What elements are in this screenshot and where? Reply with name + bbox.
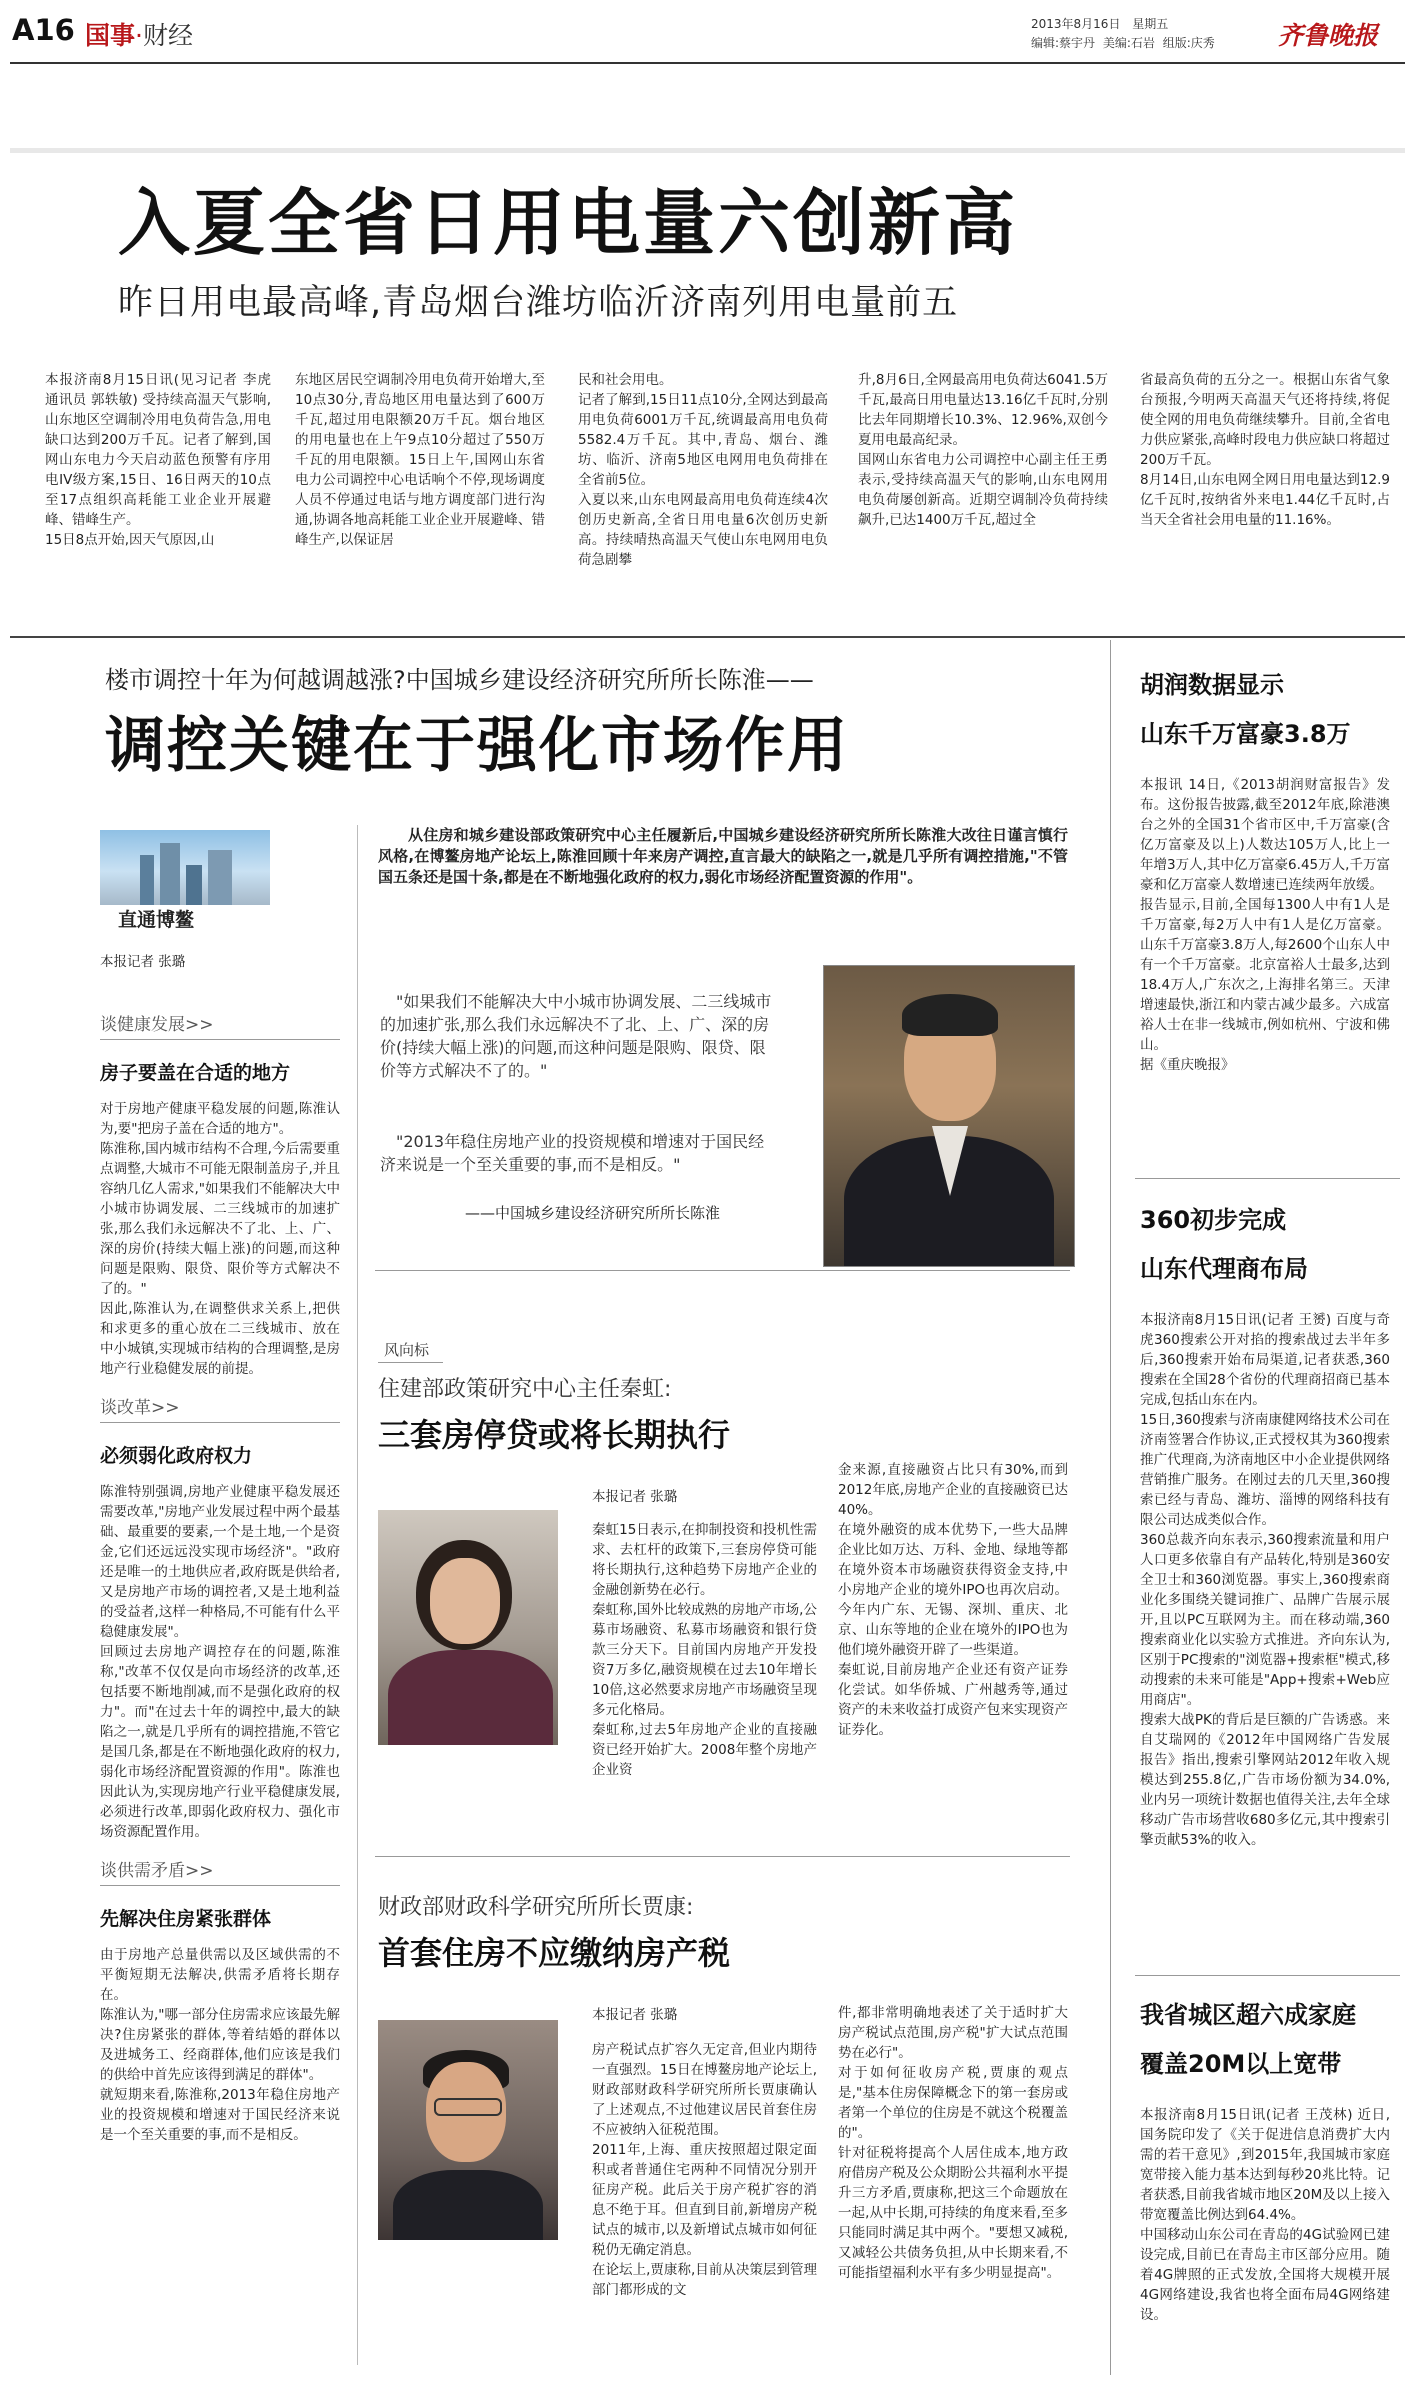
sidebar-2-title-line1: 360初步完成 (1140, 1206, 1287, 1234)
lead-column-4: 升,8月6日,全网最高用电负荷达6041.5万千瓦,最高日用电量达13.16亿千瓦时,分别比去年同期增长10.3%、12.96%,双创今夏用电最高纪录。 国网山东省电力公司调控中心副主任王勇表示,受持续高温天气的影响,山东电网用电负荷屡创新高。近期空调制冷负荷持续飙升,已达1400万千瓦,超过全 (858, 372, 1108, 528)
section-label-supply: 谈供需矛盾>> (100, 1856, 340, 1886)
date-text: 2013年8月16日 (1031, 17, 1121, 31)
section-main: 国事 (85, 21, 136, 50)
portrait-photo-chen-huai (823, 965, 1075, 1267)
photo-suit (393, 2170, 543, 2240)
weekday-text: 星期五 (1132, 17, 1169, 31)
issue-date (1031, 15, 1168, 32)
story3-column-2: 件,都非常明确地表述了关于适时扩大房产税试点范围,房产税"扩大试点范围势在必行"。 对于如何征收房产税,贾康的观点是,"基本住房保障概念下的第一套房或者第一个单位的住房是不就这个税覆盖的"。 针对征税将提高个人居住成本,地方政府借房产税及公众期盼公共福利水平提升三方矛盾,贾康称,把这三个命题放在一起,从中长期,可持续的角度来看,至多只能同时满足其中两个。"要想又减税,又减轻公共债务负担,从中长期来看,不可能指望福利水平有多少明显提高"。 (838, 2005, 1068, 2281)
skyline-illustration (140, 855, 154, 905)
lead-column-3: 民和社会用电。 记者了解到,15日11点10分,全网达到最高用电负荷6001万千瓦,统调最高用电负荷5582.4万千瓦。其中,青岛、烟台、潍坊、临沂、济南5地区电网用电负荷排在全省前5位。 入夏以来,山东电网最高用电负荷连续4次创历史新高,全省日用电量6次创历史新高。持续晴热高温天气使山东电网用电负荷急剧攀 (578, 372, 828, 568)
quote-source: ——中国城乡建设经济研究所所长陈淮 (465, 1204, 721, 1222)
story3-column-1: 房产税试点扩容久无定音,但业内期待一直强烈。15日在博鳌房地产论坛上,财政部财政科学研究所所长贾康确认了上述观点,不过他建议居民首套住房不应被纳入征税范围。 2011年,上海、重庆按照超过限定面积或者普通住宅两种不同情况分别开征房产税。此后关于房产税扩容的消息不绝于耳。但直到目前,新增房产税试点的城市,以及新增试点城市如何征税仍无确定消息。 在论坛上,贾康称,目前从决策层到管理部门都形成的文 (592, 2042, 817, 2298)
feature-left-column (100, 1010, 340, 2145)
story2-headline: 三套房停贷或将长期执行 (378, 1416, 731, 1454)
lead-headline: 入夏全省日用电量六创新高 (118, 181, 1019, 265)
section-text-supply: 由于房地产总量供需以及区域供需的不平衡短期无法解决,供需矛盾将长期存在。 陈淮认为,"哪一部分住房需求应该最先解决?住房紧张的群体,等着结婚的群体以及进城务工、经商群体,他们应该是我们的供给中首先应该得到满足的群体"。 就短期来看,陈淮称,2013年稳住房地产业的投资规模和增速对于国民经济来说是一个至关重要的事,而不是相反。 (100, 1947, 341, 2143)
story2-column-2: 金来源,直接融资占比只有30%,而到2012年底,房地产企业的直接融资已达40%。 在境外融资的成本优势下,一些大品牌企业比如万达、万科、金地、绿地等都在境外资本市场融资获得资金支持,中小房地产企业的境外IPO也再次启动。今年内广东、无锡、深圳、重庆、北京、山东等地的企业在境外的IPO也为他们境外融资开辟了一些渠道。 秦虹说,目前房地产企业还有资产证券化尝试。如华侨城、广州越秀等,通过资产的未来收益打成资产包来实现资产证券化。 (838, 1462, 1068, 1738)
skyline-building (186, 865, 202, 905)
section-title-health: 房子要盖在合适的地方 (100, 1062, 291, 1084)
feature-column-divider (357, 825, 358, 2365)
sidebar-3-title-line2: 覆盖20M以上宽带 (1140, 2050, 1342, 2078)
header-divider (10, 62, 1405, 64)
sidebar-story-3 (1140, 1995, 1390, 2325)
newspaper-logo: 齐鲁晚报 (1278, 21, 1379, 50)
lead-column-2: 东地区居民空调制冷用电负荷开始增大,至10点30分,青岛地区用电量达到了600万千瓦,超过用电限额20万千瓦。烟台地区的用电量也在上午9点10分超过了550万千瓦的用电限额。15日上午,国网山东省电力公司调控中心电话响个不停,现场调度人员不停通过电话与地方调度部门进行沟通,协调各地高耗能工业企业开展避峰、错峰生产,以保证居 (295, 372, 545, 548)
sidebar-2-text: 本报济南8月15日讯(记者 王赟) 百度与奇虎360搜索公开对掐的搜索战过去半年多后,360搜索开始布局渠道,记者获悉,360搜索在全国28个省份的代理商招商已基本完成,包括山东在内。 15日,360搜索与济南康健网络技术公司在济南签署合作协议,正式授权其为360搜索推广代理商,为济南地区中小企业提供网络营销推广服务。在刚过去的几天里,360搜索已经与青岛、潍坊、淄博的网络科技有限公司达成类似合作。 360总裁齐向东表示,360搜索流量和用户人口更多依靠自有产品转化,特别是360安全卫士和360浏览器。事实上,360搜索商业化多围绕关键词推广、品牌广告展示展开,且以PC互联网为主。而在移动端,360搜索商业化以实验方式推进。齐向东认为,区别于PC搜索的"浏览器+搜索框"模式,移动搜索的未来可能是"App+搜索+Web应用商店"。 搜索大战PK的背后是巨额的广告诱惑。来自艾瑞网的《2012年中国网络广告发展报告》指出,搜索引擎网站2012年收入规模达到255.8亿,广告市场份额为34.0%,业内另一项统计数据也值得关注,去年全球移动广告市场营收680多亿元,其中搜索引擎贡献53%的收入。 (1140, 1312, 1390, 1848)
sidebar-1-title-line1: 胡润数据显示 (1140, 671, 1284, 699)
sidebar-1-title-line2: 山东千万富豪3.8万 (1140, 720, 1351, 748)
sidebar-3-text: 本报济南8月15日讯(记者 王茂林) 近日,国务院印发了《关于促进信息消费扩大内需的若干意见》,到2015年,我国城市家庭宽带接入能力基本达到每秒20兆比特。记者获悉,目前我省城市地区20M及以上接入带宽覆盖比例达到64.4%。 中国移动山东公司在青岛的4G试验网已建设完成,目前已在青岛主市区部分应用。随着4G牌照的正式发放,全国将大规模开展4G网络建设,我省也将全面布局4G网络建设。 (1140, 2107, 1390, 2323)
section-dot: · (135, 21, 143, 50)
photo-hair (902, 994, 998, 1036)
sidebar-story-1 (1140, 665, 1390, 1075)
pull-quote-2: "2013年稳住房地产业的投资规模和增速对于国民经济来说是一个至关重要的事,而不是相反。" (380, 1132, 765, 1174)
story2-column-1: 秦虹15日表示,在抑制投资和投机性需求、去杠杆的政策下,三套房停贷可能将长期执行,这种趋势下房地产企业的金融创新势在必行。 秦虹称,国外比较成熟的房地产市场,公募市场融资、私募市场融资和银行贷款三分天下。目前国内房地产开发投资7万多亿,融资规模在过去10年增长10倍,这必然要求房地产市场融资呈现多元化格局。 秦虹称,过去5年房地产企业的直接融资已经开始扩大。2008年整个房地产企业资 (592, 1522, 817, 1778)
lead-column-1: 本报济南8月15日讯(见习记者 李虎 通讯员 郭轶敏) 受持续高温天气影响,山东地区空调制冷用电负荷告急,用电缺口达到200万千瓦。记者了解到,国网山东电力今天启动蓝色预警有序用电IV级方案,15日、16日两天的10点至17点组织高耗能工业企业开展避峰、错峰生产。 15日8点开始,因天气原因,山 (45, 372, 271, 548)
art-credit: 美编:石岩 (1102, 36, 1155, 50)
layout-credit: 组版:庆秀 (1162, 36, 1215, 50)
editor-credit: 编辑:蔡宇丹 (1031, 36, 1096, 50)
feature-byline: 本报记者 张璐 (100, 954, 186, 970)
photo-jacket (388, 1650, 553, 1745)
section-title-supply: 先解决住房紧张群体 (100, 1908, 272, 1930)
story2-divider (375, 1856, 1070, 1857)
feature-kicker: 楼市调控十年为何越调越涨?中国城乡建设经济研究所所长陈淮—— (105, 666, 814, 694)
story2-byline: 本报记者 张璐 (592, 1489, 678, 1505)
section-sub: 财经 (142, 21, 193, 50)
sidebar-2-title-line2: 山东代理商布局 (1140, 1255, 1308, 1283)
lead-divider (10, 636, 1405, 638)
editor-credits (1031, 34, 1215, 51)
section-label-reform: 谈改革>> (100, 1393, 340, 1423)
story3-kicker: 财政部财政科学研究所所长贾康: (378, 1895, 694, 1920)
story2-tag: 风向标 (378, 1337, 443, 1363)
header-band (10, 148, 1405, 153)
section-label-health: 谈健康发展>> (100, 1010, 340, 1040)
section-text-health: 对于房地产健康平稳发展的问题,陈淮认为,要"把房子盖在合适的地方"。 陈淮称,国内城市结构不合理,今后需要重点调整,大城市不可能无限制盖房子,并且容纳几亿人需求,"如果我们不能解决大中小城市协调发展、二三线城市的加速扩张,那么我们永远解决不了北、上、广、深的房价(持续大幅上涨)的问题,而这种问题是限购、限贷、限价等方式解决不了的。" 因此,陈淮认为,在调整供求关系上,把供和求更多的重心放在二三线城市、放在中小城镇,实现城市结构的合理调整,是房地产行业稳健发展的前提。 (100, 1101, 341, 1377)
sidebar-1-text: 本报讯 14日,《2013胡润财富报告》发布。这份报告披露,截至2012年底,除港澳台之外的全国31个省市区中,千万富豪(含亿万富豪及以上)人数达105万人,比上一年增3万人,其中亿万富豪6.45万人,千万富豪和亿万富豪人数增速已连续两年放缓。 报告显示,目前,全国每1300人中有1人是千万富豪,每2万人中有1人是亿万富豪。山东千万富豪3.8万人,每2600个山东人中有一个千万富豪。北京富裕人士最多,达到18.4万人,广东次之,上海排名第三。天津增速最快,浙江和内蒙古减少最多。六成富裕人士在非一线城市,例如杭州、宁波和佛山。 据《重庆晚报》 (1140, 777, 1390, 1073)
feature-headline: 调控关键在于强化市场作用 (105, 711, 849, 781)
sidebar-rule-1 (1135, 1178, 1400, 1179)
sidebar-story-2 (1140, 1200, 1390, 1850)
story3-byline: 本报记者 张璐 (592, 2007, 678, 2023)
section-title-reform: 必须弱化政府权力 (100, 1445, 253, 1467)
sidebar-3-title-line1: 我省城区超六成家庭 (1140, 2001, 1356, 2029)
story2-photo (378, 1510, 558, 1745)
column-tag-image (100, 830, 270, 905)
photo-glasses (434, 2098, 502, 2116)
photo-face (430, 1558, 500, 1644)
lead-column-5: 省最高负荷的五分之一。根据山东省气象台预报,今明两天高温天气还将持续,将促使全网的用电负荷继续攀升。目前,全省电力供应紧张,高峰时段电力供应缺口将超过200万千瓦。 8月14日,山东电网全网日用电量达到12.9亿千瓦时,按纳省外来电1.44亿千瓦时,占当天全省社会用电量的11.16%。 (1140, 372, 1390, 528)
lead-subheadline: 昨日用电最高峰,青岛烟台潍坊临沂济南列用电量前五 (118, 283, 959, 323)
page-number: A16 (12, 13, 75, 47)
story2-kicker: 住建部政策研究中心主任秦虹: (378, 1377, 672, 1402)
section-text-reform: 陈淮特别强调,房地产业健康平稳发展还需要改革,"房地产业发展过程中两个最基础、最重要的要素,一个是土地,一个是资金,它们还远远没实现市场经济"。"政府还是唯一的土地供应者,政府既是供给者,又是房地产市场的调控者,又是土地利益的受益者,这样一种格局,不可能有什么平稳健康发展"。 回顾过去房地产调控存在的问题,陈淮称,"改革不仅仅是向市场经济的改革,还包括要不断地削减,而不是强化政府的权力"。而"在过去十年的调控中,最大的缺陷之一,就是几乎所有的调控措施,不管它是国几条,都是在不断地强化政府的权力,弱化市场经济配置资源的作用"。陈淮也因此认为,实现房地产行业平稳健康发展,必须进行改革,即弱化政府权力、强化市场资源配置作用。 (100, 1484, 341, 1840)
sidebar-rule-2 (1135, 1975, 1400, 1976)
story3-headline: 首套住房不应缴纳房产税 (378, 1934, 731, 1972)
column-tag: 直通博鳌 (118, 909, 195, 931)
skyline-building (208, 850, 232, 905)
pull-quote-1: "如果我们不能解决大中小城市协调发展、二三线城市的加速扩张,那么我们永远解决不了北、上、广、深的房价(持续大幅上涨)的问题,而这种问题是限购、限贷、限价等方式解决不了的。" (380, 992, 772, 1080)
story3-photo (378, 2020, 558, 2240)
feature-intro: 从住房和城乡建设部政策研究中心主任履新后,中国城乡建设经济研究所所长陈淮大改往日谨言慎行风格,在博鳌房地产论坛上,陈淮回顾十年来房产调控,直言最大的缺陷之一,就是几乎所有调控措施,"不管国五条还是国十条,都是在不断地强化政府的权力,弱化市场经济配置资源的作用"。 (378, 826, 1068, 886)
quote-frame-bottom (375, 1270, 1070, 1271)
skyline-building (160, 843, 180, 905)
sidebar-divider (1110, 640, 1111, 2375)
section-name (85, 16, 193, 52)
